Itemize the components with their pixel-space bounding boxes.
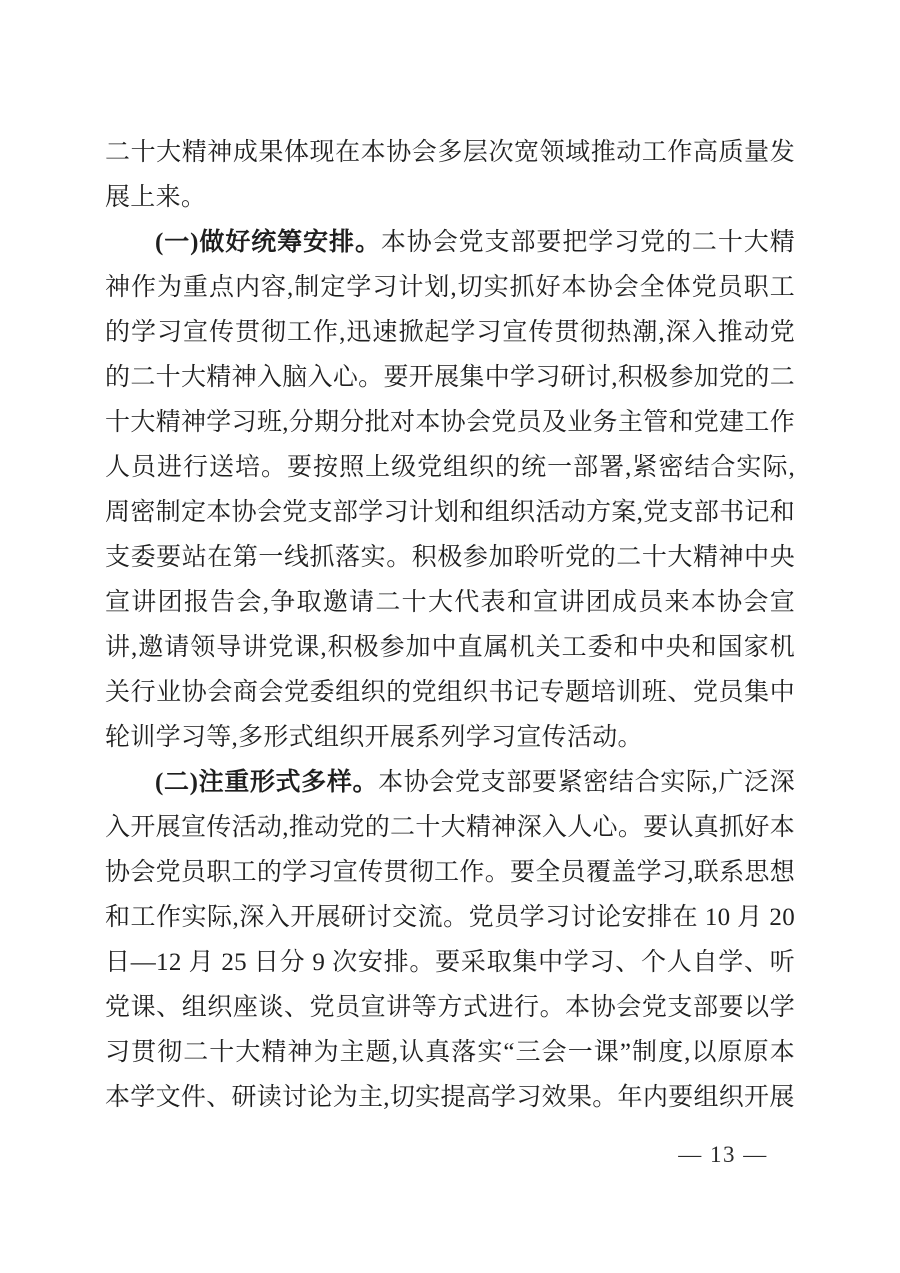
- page-number: — 13 —: [678, 1142, 768, 1167]
- paragraph-section-2: [105, 760, 795, 1120]
- paragraph-text: 二十大精神成果体现在本协会多层次宽领域推动工作高质量发展上来。: [105, 139, 795, 211]
- section-2-heading: (二)注重形式多样。: [155, 769, 379, 796]
- paragraph-continuation: [105, 130, 795, 220]
- paragraph-section-1: [105, 220, 795, 760]
- section-1-heading: (一)做好统筹安排。: [155, 229, 381, 256]
- paragraph-text: 本协会党支部要紧密结合实际,广泛深入开展宣传活动,推动党的二十大精神深入人心。要认真抓好本协会党员职工的学习宣传贯彻工作。要全员覆盖学习,联系思想和工作实际,深入开展研讨交流。党员学习讨论安排在 10 月 20 日—12 月 25 日分 9 次安排。要采取集中学习、个人自学、听党课、组织座谈、党员宣讲等方式进行。本协会党支部要以学习贯彻二十大精神为主题,认真落实“三会一课”制度,以原原本本学文件、研读讨论为主,切实提高学习效果。年内要组织开展: [105, 769, 795, 1111]
- paragraph-text: 本协会党支部要把学习党的二十大精神作为重点内容,制定学习计划,切实抓好本协会全体党员职工的学习宣传贯彻工作,迅速掀起学习宣传贯彻热潮,深入推动党的二十大精神入脑入心。要开展集中学习研讨,积极参加党的二十大精神学习班,分期分批对本协会党员及业务主管和党建工作人员进行送培。要按照上级党组织的统一部署,紧密结合实际,周密制定本协会党支部学习计划和组织活动方案,党支部书记和支委要站在第一线抓落实。积极参加聆听党的二十大精神中央宣讲团报告会,争取邀请二十大代表和宣讲团成员来本协会宣讲,邀请领导讲党课,积极参加中直属机关工委和中央和国家机关行业协会商会党委组织的党组织书记专题培训班、党员集中轮训学习等,多形式组织开展系列学习宣传活动。: [105, 229, 795, 751]
- document-body: [105, 130, 795, 1120]
